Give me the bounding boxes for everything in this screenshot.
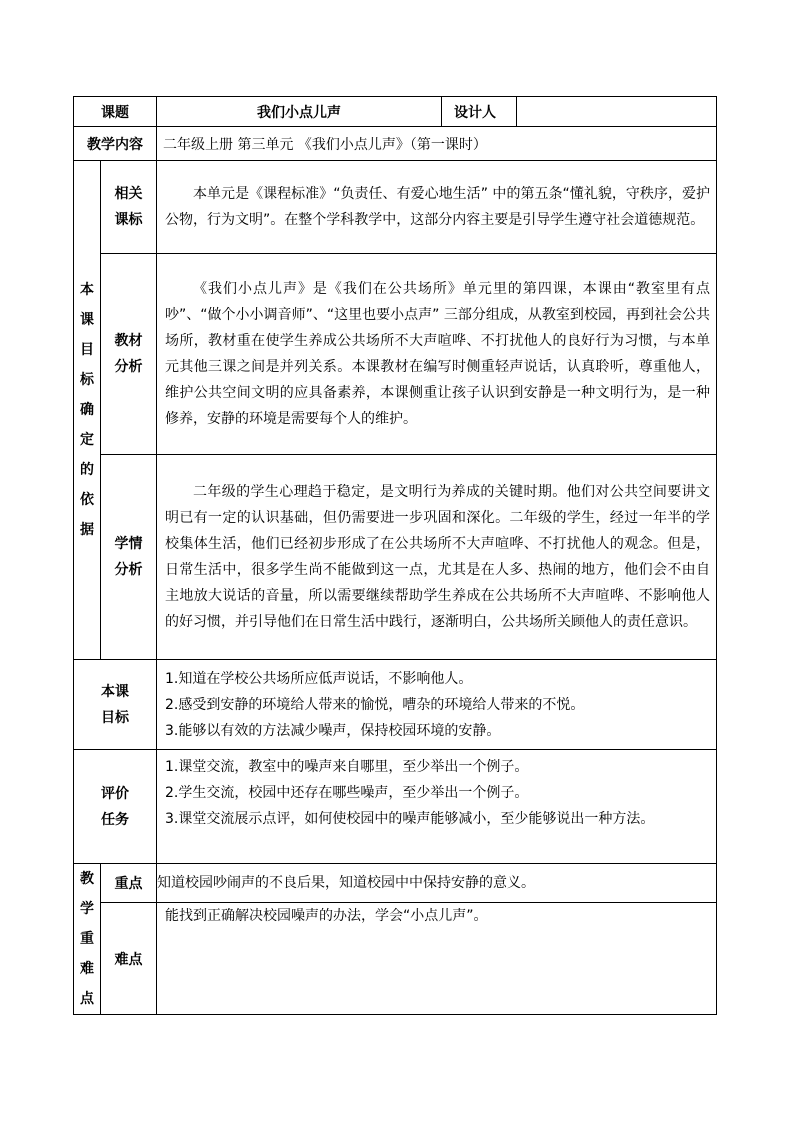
- evaluation-list: [157, 750, 717, 864]
- evaluation-label: 评价 任务: [74, 750, 157, 864]
- lesson-plan-table: [73, 96, 717, 1015]
- textbook-text: 《我们小点儿声》是《我们在公共场所》单元里的第四课，本课由“教室里有点吵”、“做个小小调音师”、“这里也要小点声” 三部分组成，从教室到校园，再到社会公共场所，教材重在使学生养成公共场所不大声喧哗、不打扰他人的良好行为习惯，与本单元其他三课之间是并列关系。本课教材在编写时侧重轻声说话，认真聆听，尊重他人，维护公共空间文明的应具备素养，本课侧重让孩子认识到安静是一种文明行为，是一种修养，安静的环境是需要每个人的维护。: [157, 254, 717, 455]
- keypoints-group-label: 教 学 重 难 点: [74, 864, 101, 1015]
- curriculum-text: 本单元是《课程标准》“负责任、有爱心地生活” 中的第五条“懂礼貌，守秩序，爱护公物，行为文明”。在整个学科教学中，这部分内容主要是引导学生遵守社会道德规范。: [157, 161, 717, 254]
- goals-row: [74, 660, 717, 750]
- students-text: 二年级的学生心理趋于稳定，是文明行为养成的关键时期。他们对公共空间要讲文明已有一定的认识基础，但仍需要进一步巩固和深化。二年级的学生，经过一年半的学校集体生活，他们已经初步形成了在公共场所不大声喧哗、不打扰他人的观念。但是，日常生活中，很多学生尚不能做到这一点，尤其是在人多、热闹的地方，他们会不由自主地放大说话的音量，所以需要继续帮助学生养成在公共场所不大声喧哗、不影响他人的好习惯，并引导他们在日常生活中践行，逐渐明白，公共场所关顾他人的责任意识。: [157, 455, 717, 660]
- goal-item: 3.能够以有效的方法减少噪声，保持校园环境的安静。: [165, 722, 501, 739]
- evaluation-item: 3.课堂交流展示点评，如何使校园中的噪声能够减小，至少能够说出一种方法。: [165, 811, 655, 827]
- evaluation-row: [74, 750, 717, 864]
- basis-group-label: 本 课 目 标 确 定 的 依 据: [74, 161, 101, 660]
- goal-item: 2.感受到安静的环境给人带来的愉悦，嘈杂的环境给人带来的不悦。: [165, 696, 585, 713]
- difficulty-text: 能找到正确解决校园噪声的办法，学会“小点儿声”。: [157, 903, 717, 1015]
- goals-list: [157, 660, 717, 750]
- basis-textbook-row: [74, 254, 717, 455]
- evaluation-item: 2.学生交流，校园中还存在哪些噪声，至少举出一个例子。: [165, 785, 529, 801]
- focus-text: 知道校园吵闹声的不良后果，知道校园中中保持安静的意义。: [157, 864, 717, 903]
- basis-students-row: [74, 455, 717, 660]
- difficulty-row: [74, 903, 717, 1015]
- goal-item: 1.知道在学校公共场所应低声说话，不影响他人。: [165, 670, 473, 687]
- topic-value: 我们小点儿声: [157, 97, 442, 127]
- focus-row: [74, 864, 717, 903]
- header-row: [74, 97, 717, 127]
- goals-label: 本课 目标: [74, 660, 157, 750]
- focus-label: 重点: [101, 864, 157, 903]
- content-value: 二年级上册 第三单元 《我们小点儿声》（第一课时）: [157, 127, 717, 161]
- topic-label: 课题: [74, 97, 157, 127]
- curriculum-label: 相关 课标: [101, 161, 157, 254]
- content-row: [74, 127, 717, 161]
- textbook-label: 教材 分析: [101, 254, 157, 455]
- basis-curriculum-row: [74, 161, 717, 254]
- lesson-plan-sheet: [73, 96, 716, 1015]
- designer-label: 设计人: [442, 97, 517, 127]
- content-label: 教学内容: [74, 127, 157, 161]
- designer-value: [517, 97, 717, 127]
- difficulty-label: 难点: [101, 903, 157, 1015]
- evaluation-item: 1.课堂交流，教室中的噪声来自哪里，至少举出一个例子。: [165, 759, 529, 775]
- students-label: 学情 分析: [101, 455, 157, 660]
